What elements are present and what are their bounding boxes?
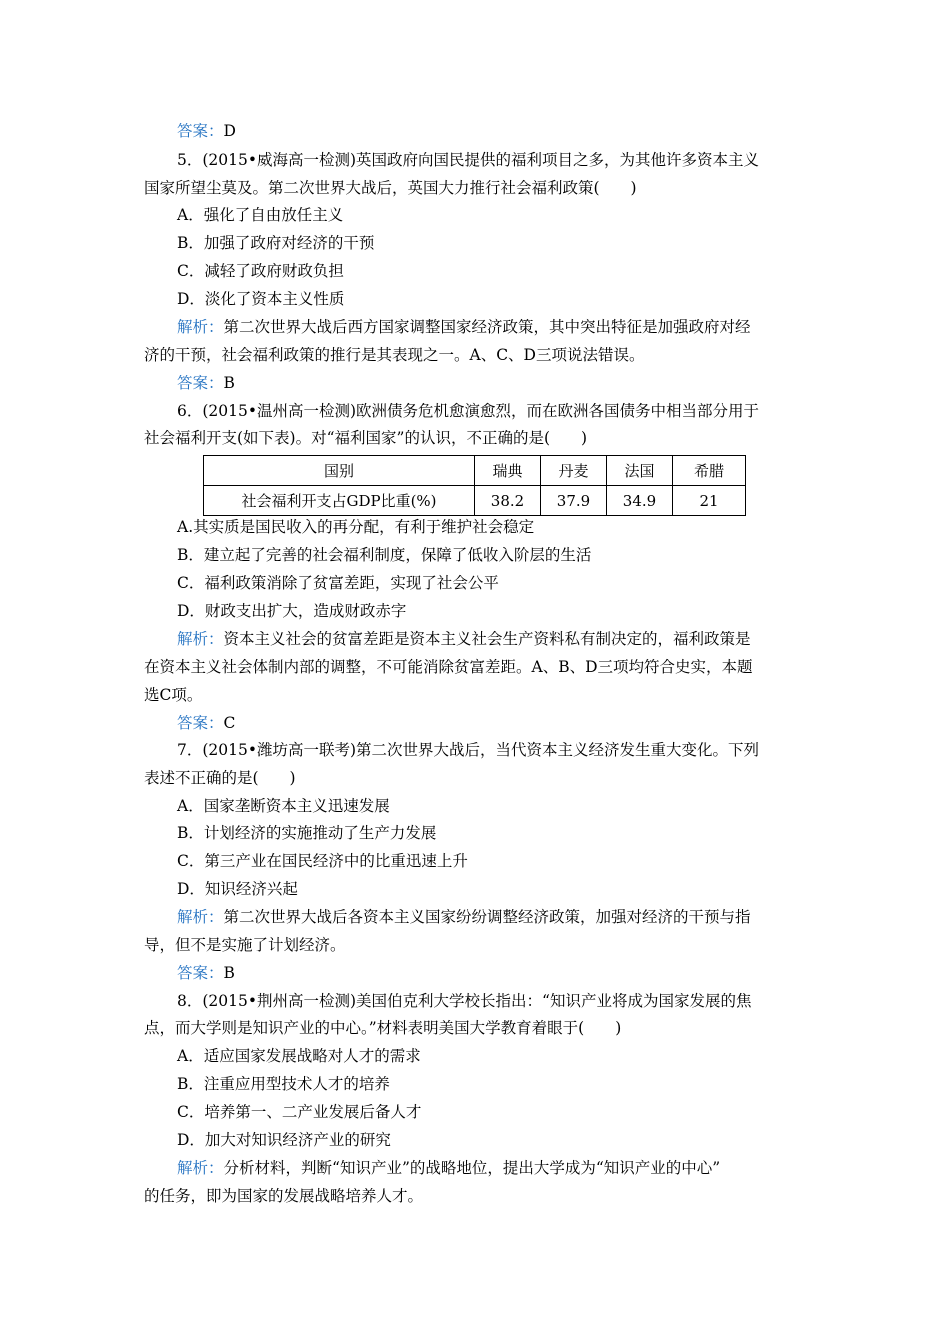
q7-stem-line-2: 表述不正确的是( ) — [144, 769, 296, 787]
table-header-cell: 瑞典 — [475, 456, 541, 486]
q6-analysis-line-1 — [177, 632, 751, 648]
q8-analysis-line-2: 的任务，即为国家的发展战略培养人才。 — [144, 1187, 424, 1205]
answer-label: 答案： — [177, 374, 224, 392]
answer-value: D — [223, 122, 236, 140]
analysis-label: 解析： — [177, 908, 224, 926]
q8-stem-line-2: 点，而大学则是知识产业的中心。”材料表明美国大学教育着眼于( ) — [144, 1019, 622, 1037]
table-cell: 34.9 — [607, 486, 673, 516]
q5-stem-line-2: 国家所望尘莫及。第二次世界大战后，英国大力推行社会福利政策( ) — [144, 179, 637, 197]
q8-option-b: B．注重应用型技术人才的培养 — [177, 1075, 390, 1093]
analysis-label: 解析： — [177, 630, 224, 648]
q6-analysis-line-3: 选C项。 — [144, 686, 203, 704]
q6-stem-line-1: 6．(2015•温州高一检测)欧洲债务危机愈演愈烈，而在欧洲各国债务中相当部分用于 — [177, 402, 760, 420]
answer-value: B — [223, 964, 235, 982]
q5-answer — [177, 376, 235, 392]
q4-answer — [177, 124, 236, 140]
analysis-label: 解析： — [177, 1159, 224, 1177]
table-row — [204, 486, 746, 516]
q6-option-d: D．财政支出扩大，造成财政赤字 — [177, 602, 407, 620]
q7-analysis-line-2: 导，但不是实施了计划经济。 — [144, 936, 346, 954]
analysis-text: 分析材料，判断“知识产业”的战略地位，提出大学成为“知识产业的中心” — [223, 1159, 721, 1177]
answer-label: 答案： — [177, 122, 224, 140]
table-header-cell: 希腊 — [673, 456, 746, 486]
analysis-text: 资本主义社会的贫富差距是资本主义社会生产资料私有制决定的，福利政策是 — [223, 630, 751, 648]
table-cell: 37.9 — [541, 486, 607, 516]
q6-option-a: A.其实质是国民收入的再分配，有利于维护社会稳定 — [177, 518, 535, 536]
q8-option-a: A．适应国家发展战略对人才的需求 — [177, 1047, 421, 1065]
analysis-text: 第二次世界大战后各资本主义国家纷纷调整经济政策，加强对经济的干预与指 — [223, 908, 751, 926]
analysis-text: 第二次世界大战后西方国家调整国家经济政策，其中突出特征是加强政府对经 — [223, 318, 751, 336]
table-cell: 38.2 — [475, 486, 541, 516]
q5-option-b: B．加强了政府对经济的干预 — [177, 234, 375, 252]
table-header-cell: 国别 — [204, 456, 475, 486]
q8-option-c: C．培养第一、二产业发展后备人才 — [177, 1103, 422, 1121]
answer-value: B — [223, 374, 235, 392]
q8-option-d: D．加大对知识经济产业的研究 — [177, 1131, 391, 1149]
table-cell: 21 — [673, 486, 746, 516]
q5-option-a: A．强化了自由放任主义 — [177, 206, 344, 224]
q5-stem-line-1: 5．(2015•威海高一检测)英国政府向国民提供的福利项目之多，为其他许多资本主义 — [177, 151, 760, 169]
q8-stem-line-1: 8．(2015•荆州高一检测)美国伯克利大学校长指出：“知识产业将成为国家发展的焦 — [177, 992, 752, 1010]
table-header-cell: 法国 — [607, 456, 673, 486]
q8-analysis-line-1 — [177, 1161, 720, 1177]
q7-stem-line-1: 7．(2015•潍坊高一联考)第二次世界大战后，当代资本主义经济发生重大变化。下列 — [177, 741, 760, 759]
q7-option-d: D．知识经济兴起 — [177, 880, 298, 898]
welfare-spending-table — [203, 455, 746, 516]
q7-analysis-line-1 — [177, 910, 751, 926]
q7-option-a: A．国家垄断资本主义迅速发展 — [177, 797, 390, 815]
analysis-label: 解析： — [177, 318, 224, 336]
table-header-row — [204, 456, 746, 486]
q7-option-b: B．计划经济的实施推动了生产力发展 — [177, 824, 437, 842]
q5-option-c: C．减轻了政府财政负担 — [177, 262, 344, 280]
table-cell: 社会福利开支占GDP比重(%) — [204, 486, 475, 516]
q5-option-d: D．淡化了资本主义性质 — [177, 290, 345, 308]
q7-option-c: C．第三产业在国民经济中的比重迅速上升 — [177, 852, 468, 870]
q5-analysis-line-2: 济的干预，社会福利政策的推行是其表现之一。A、C、D三项说法错误。 — [144, 346, 645, 364]
q6-option-b: B．建立起了完善的社会福利制度，保障了低收入阶层的生活 — [177, 546, 592, 564]
q6-answer — [177, 716, 235, 732]
q6-stem-line-2: 社会福利开支(如下表)。对“福利国家”的认识，不正确的是( ) — [144, 429, 588, 447]
q7-answer — [177, 966, 235, 982]
table-header-cell: 丹麦 — [541, 456, 607, 486]
q6-analysis-line-2: 在资本主义社会体制内部的调整，不可能消除贫富差距。A、B、D三项均符合史实，本题 — [144, 658, 753, 676]
q5-analysis-line-1 — [177, 320, 751, 336]
q6-option-c: C．福利政策消除了贫富差距，实现了社会公平 — [177, 574, 499, 592]
answer-value: C — [223, 714, 236, 732]
answer-label: 答案： — [177, 714, 224, 732]
answer-label: 答案： — [177, 964, 224, 982]
